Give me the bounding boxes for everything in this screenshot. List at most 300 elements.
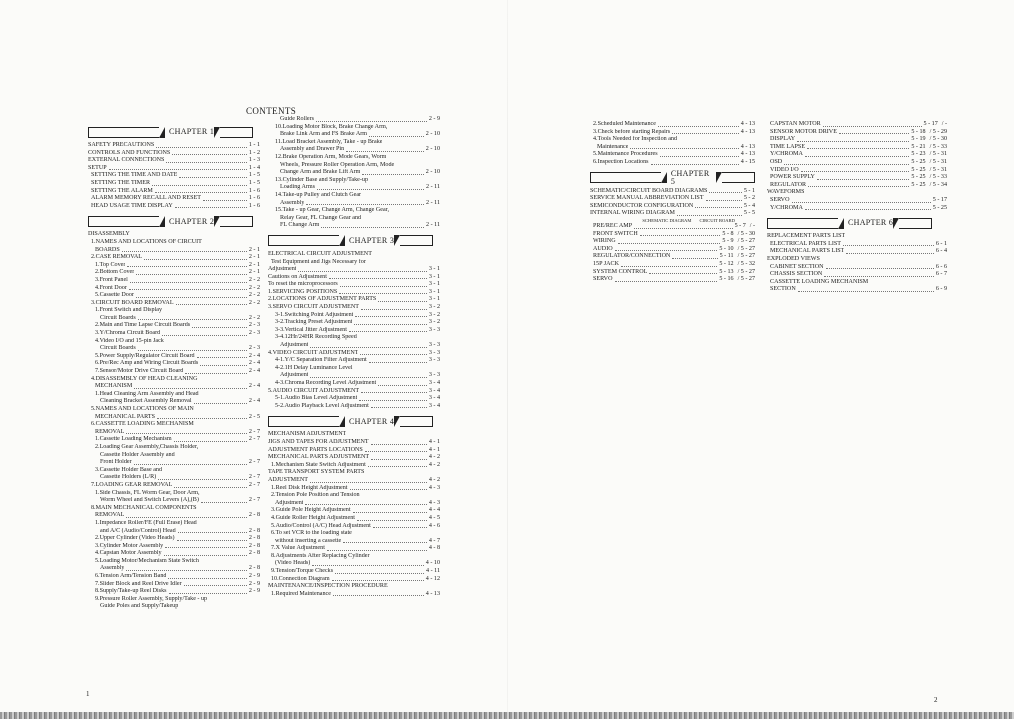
entry-title: 4.Guide Roller Height Adjustment	[271, 514, 355, 521]
entry-page-board: / 5 - 29	[929, 128, 947, 135]
entry-title: TAPE TRANSPORT SYSTEM PARTS	[268, 469, 365, 476]
dot-leader	[359, 400, 427, 401]
contents-entry	[88, 429, 260, 437]
contents-entry	[767, 271, 947, 279]
dot-leader	[317, 189, 424, 190]
contents-entry	[268, 447, 440, 455]
entry-title: WIRING	[593, 238, 616, 245]
dot-leader	[378, 301, 427, 302]
contents-entry	[268, 274, 440, 282]
contents-entry	[767, 264, 947, 272]
entry-title: 3.SERVO CIRCUIT ADJUSTMENT	[268, 304, 359, 311]
entry-page: 6 - 7	[935, 271, 947, 278]
entry-page: 3 - 1	[428, 273, 440, 280]
entry-page-schematic: 5 - 17	[923, 121, 938, 127]
entry-page: 4 - 2	[428, 454, 440, 461]
contents-entry	[88, 467, 260, 475]
contents-entry	[88, 565, 260, 573]
dot-leader	[378, 385, 427, 386]
entry-page-schematic: 5 - 18	[911, 128, 926, 135]
entry-page: 2 - 4	[248, 368, 260, 375]
dot-leader	[321, 227, 424, 228]
dot-leader	[826, 268, 934, 269]
entry-page-board: / 5 - 27	[737, 276, 755, 283]
dot-leader	[797, 141, 909, 142]
entry-page-schematic: 5 - 23	[911, 151, 926, 158]
contents-entry	[268, 200, 440, 208]
contents-entry	[88, 505, 260, 513]
contents-entry	[590, 144, 755, 152]
entry-page: 2 - 9	[428, 116, 440, 122]
entry-title: 5.NAMES AND LOCATIONS OF MAIN	[91, 406, 194, 412]
contents-entry	[268, 116, 440, 124]
entry-title: 4-1.Y/C Separation Filter Adjustment	[275, 357, 367, 364]
contents-entry	[88, 603, 260, 611]
contents-entry	[88, 254, 260, 262]
contents-entry	[268, 439, 440, 447]
dot-leader	[144, 259, 247, 260]
entry-page: 4 - 13	[425, 590, 440, 597]
entry-page: 3 - 3	[428, 357, 440, 364]
entry-page: 2 - 3	[248, 345, 260, 352]
entry-page: 3 - 3	[428, 342, 440, 349]
dot-leader	[298, 271, 426, 272]
contents-entry	[268, 492, 440, 500]
entry-page-schematic: 5 - 21	[911, 143, 926, 150]
entry-page: 6 - 6	[935, 263, 947, 270]
contents-entry	[767, 197, 947, 205]
entry-title: SETTING THE ALARM	[91, 187, 153, 194]
contents-entry	[268, 266, 440, 274]
dot-leader	[354, 324, 426, 325]
dot-leader	[621, 266, 717, 267]
entry-title: FL Change Arm	[280, 222, 320, 229]
entry-title: 5.AUDIO CIRCUIT ADJUSTMENT	[268, 387, 360, 394]
entry-page-board: / 5 - 27	[737, 238, 755, 245]
entry-page: 2 - 2	[248, 314, 260, 321]
entry-title: 3.Front Panel	[95, 276, 128, 283]
contents-entry	[767, 136, 947, 144]
entry-page: 4 - 15	[740, 158, 755, 165]
entry-title: 4.Tools Needed for Inspection and	[593, 136, 678, 143]
chapter-bracket-right	[400, 235, 433, 246]
contents-entry	[88, 231, 260, 239]
contents-entry	[767, 256, 947, 264]
chapter-bracket-right	[722, 172, 755, 183]
contents-entry	[268, 583, 440, 591]
entry-title: 3-4.12Hr/24HR Recording Speed	[275, 334, 357, 341]
dot-leader	[630, 148, 738, 149]
entry-title: 1.Head Cleaning Arm Assembly and Head	[95, 390, 199, 397]
entry-page-board: / 5 - 30	[929, 136, 947, 143]
dot-leader	[843, 245, 934, 246]
entry-title: CAPSTAN MOTOR	[770, 121, 821, 127]
entry-title: 1.Side Chassis, FL Worm Gear, Door Arm,	[95, 489, 200, 496]
dot-leader	[310, 347, 426, 348]
contents-entry	[268, 372, 440, 380]
entry-title: HEAD USAGE TIME DISPLAY	[91, 202, 173, 209]
contents-entry	[268, 207, 440, 215]
contents-entry	[88, 482, 260, 490]
entry-page: 3 - 4	[428, 380, 440, 386]
entry-page: 2 - 8	[248, 542, 260, 549]
dot-leader	[310, 377, 426, 378]
contents-entry	[268, 154, 440, 162]
entry-title: 1.Required Maintenance	[271, 590, 331, 597]
entry-page: 3 - 3	[428, 326, 440, 333]
entry-page-board: / 5 - 31	[929, 158, 947, 165]
contents-entry	[88, 459, 260, 467]
dot-leader	[310, 482, 427, 483]
contents-entry	[88, 543, 260, 551]
contents-entry	[767, 286, 947, 294]
entry-page: 1 - 6	[248, 187, 260, 194]
chapter-heading	[268, 415, 440, 427]
contents-entry	[590, 203, 755, 211]
entry-title: 1.Cassette Loading Mechanism	[95, 436, 172, 443]
dot-leader	[817, 179, 909, 180]
entry-title: MECHANISM	[95, 383, 133, 390]
contents-entry	[767, 151, 947, 159]
chapter-bracket-left	[767, 218, 838, 229]
entry-page: 2 - 7	[248, 459, 260, 466]
dot-leader	[362, 174, 423, 175]
dot-leader	[371, 444, 427, 445]
entry-title: Adjustment	[280, 342, 309, 349]
contents-entry	[88, 338, 260, 346]
contents-entry	[88, 269, 260, 277]
contents-entry	[268, 477, 440, 485]
dot-leader	[798, 291, 934, 292]
entry-title: 3.Cassette Holder Base and	[95, 466, 163, 473]
contents-entry	[268, 395, 440, 403]
entry-page: 3 - 1	[428, 266, 440, 273]
contents-entry	[590, 253, 755, 261]
entry-title: Circuit Boards	[100, 345, 136, 352]
entry-title: Cautions on Adjustment	[268, 273, 327, 280]
dot-leader	[174, 487, 247, 488]
chapter-heading	[590, 168, 755, 186]
entry-title: Y/CHROMA	[770, 151, 803, 158]
entry-title: 7.X Value Adjustment	[271, 545, 325, 552]
entry-title: 15.Take - up Gear, Change Arm, Change Gear,	[275, 207, 389, 214]
chapter-bracket-right	[400, 416, 433, 427]
dot-leader	[185, 373, 246, 374]
entry-page: 4 - 4	[428, 507, 440, 514]
contents-entry	[268, 124, 440, 132]
entry-page: 2 - 10	[425, 131, 440, 138]
dot-leader	[357, 520, 427, 521]
chapter-label: CHAPTER 4	[349, 416, 395, 426]
chapter-label: CHAPTER 2	[169, 216, 215, 226]
contents-entry	[88, 391, 260, 399]
entry-page: 3 - 1	[428, 296, 440, 303]
contents-entry	[88, 550, 260, 558]
contents-entry	[268, 192, 440, 200]
contents-entry	[767, 205, 947, 213]
entry-title: 5.Power Supply/Regulator Circuit Board	[95, 352, 195, 359]
dot-leader	[651, 164, 739, 165]
dot-leader	[805, 209, 931, 210]
contents-entry	[88, 150, 260, 158]
dot-leader	[136, 274, 247, 275]
entry-page-board: / 5 - 27	[737, 245, 755, 252]
entry-title: INTERNAL WIRING DIAGRAM	[590, 210, 675, 217]
entry-title: CABINET SECTION	[770, 263, 824, 270]
entry-page-board: / 5 - 33	[929, 174, 947, 181]
entry-title: REPLACEMENT PARTS LIST	[767, 233, 846, 240]
entry-page: 6 - 9	[935, 286, 947, 293]
entry-page: 2 - 7	[248, 497, 260, 504]
contents-entry	[268, 131, 440, 139]
dot-leader	[361, 309, 427, 310]
entry-page: 2 - 4	[248, 398, 260, 405]
contents-entry	[268, 296, 440, 304]
entry-title: 2.Bottom Cover	[95, 269, 135, 276]
dot-leader	[122, 251, 247, 252]
dot-leader	[801, 171, 910, 172]
entry-page: 4 - 13	[740, 128, 755, 135]
dot-leader	[660, 156, 739, 157]
contents-entry	[268, 515, 440, 523]
entry-page-board: / 5 - 34	[929, 181, 947, 188]
dot-leader	[365, 451, 427, 452]
contents-entry	[88, 581, 260, 589]
entry-title: Maintenance	[597, 143, 629, 150]
entry-title: Circuit Boards	[100, 314, 136, 321]
dot-leader	[709, 192, 741, 193]
entry-title: 5.Maintenance Procedures	[593, 151, 658, 158]
entry-page-schematic: 5 - 7	[734, 222, 746, 229]
entry-title: 1.Front Switch and Display	[95, 307, 163, 314]
contents-entry	[767, 144, 947, 152]
dot-leader	[129, 289, 247, 290]
entry-title: SECTION	[770, 286, 796, 293]
contents-entry	[88, 292, 260, 300]
contents-entry	[268, 507, 440, 515]
dot-leader	[369, 136, 424, 137]
entry-title: 5-2.Audio Playback Level Adjustment	[275, 402, 369, 409]
entry-page: 6 - 1	[935, 240, 947, 247]
entry-page: 5 - 1	[743, 187, 755, 194]
entry-page: 5 - 17	[932, 196, 947, 203]
dot-leader	[677, 215, 742, 216]
chapter-bracket-right	[220, 216, 253, 227]
entry-title: BOARDS	[95, 246, 120, 253]
contents-entry	[88, 383, 260, 391]
contents-entry	[268, 553, 440, 561]
dot-leader	[164, 555, 247, 556]
entry-page-schematic: 5 - 25	[911, 181, 926, 188]
entry-title: 4.Video I/O and 15-pin Jack	[95, 337, 164, 344]
dot-leader	[839, 133, 909, 134]
dot-leader	[805, 156, 910, 157]
page-number-left: 1	[86, 690, 90, 698]
entry-page: 2 - 4	[248, 383, 260, 390]
dot-leader	[155, 192, 247, 193]
entry-title: FRONT SWITCH	[593, 230, 638, 237]
entry-title: 5.Loading Motor/Mechanism State Switch	[95, 557, 199, 564]
entry-page: 3 - 2	[428, 319, 440, 326]
contents-entry	[268, 357, 440, 365]
entry-page-board: / 5 - 31	[929, 166, 947, 173]
chapter-bracket-left	[590, 172, 661, 183]
entry-title: Test Equipment and Jigs Necessary for	[271, 258, 366, 265]
contents-entry	[88, 558, 260, 566]
contents-entry	[88, 573, 260, 581]
contents-column-1	[88, 121, 260, 611]
entry-page: 3 - 4	[428, 395, 440, 402]
entry-page-schematic: 5 - 8	[722, 230, 734, 237]
entry-title: 7.Slider Block and Reel Drive Idler	[95, 580, 182, 587]
entry-page: 2 - 11	[426, 184, 440, 191]
contents-entry	[268, 304, 440, 312]
page-fold	[507, 0, 508, 719]
contents-entry	[268, 319, 440, 327]
contents-entry	[88, 203, 260, 211]
contents-entry	[268, 538, 440, 546]
dot-leader	[343, 542, 427, 543]
entry-page: 1 - 6	[248, 195, 260, 202]
entry-page: 4 - 2	[428, 476, 440, 483]
entry-title: Cassette Holders (L/R)	[100, 474, 157, 481]
entry-title: 6.Inspection Locations	[593, 158, 649, 165]
contents-entry	[88, 421, 260, 429]
dot-leader	[346, 151, 424, 152]
entry-page: 2 - 1	[248, 246, 260, 253]
dot-leader	[197, 357, 247, 358]
contents-entry	[767, 167, 947, 175]
entry-page-schematic: 5 - 13	[719, 268, 734, 275]
contents-entry	[268, 259, 440, 267]
contents-entry	[88, 277, 260, 285]
contents-entry	[268, 184, 440, 192]
page-number-right: 2	[934, 696, 938, 704]
entry-title: 3-3.Vertical Jitter Adjustment	[275, 326, 347, 333]
entry-page: 3 - 3	[428, 349, 440, 356]
subheader-schematic: SCHEMATIC DIAGRAM	[642, 217, 692, 223]
subheader-board: CIRCUIT BOARD	[699, 217, 735, 223]
dot-leader	[312, 565, 423, 566]
dot-leader	[177, 540, 247, 541]
entry-title: Relay Gear, FL Change Gear and	[280, 214, 362, 221]
entry-page: 5 - 4	[743, 202, 755, 209]
entry-title: To reset the microprocessors	[268, 281, 338, 288]
entry-title: 1.Impedance Roller/FE (Full Erase) Head	[95, 519, 197, 526]
entry-title: 4-2.1H Delay Luminance Level	[275, 364, 353, 371]
contents-entry	[88, 247, 260, 255]
dot-leader	[305, 504, 426, 505]
contents-entry	[590, 269, 755, 277]
contents-entry	[88, 322, 260, 330]
entry-page: 2 - 1	[248, 254, 260, 261]
entry-title: Assembly	[100, 565, 125, 572]
entry-page: 4 - 2	[428, 461, 440, 468]
contents-entry	[767, 159, 947, 167]
entry-title: 3-1.Switching Point Adjustment	[275, 311, 354, 318]
entry-page: 2 - 10	[425, 169, 440, 176]
dot-leader	[371, 459, 427, 460]
entry-page-schematic: 5 - 25	[911, 158, 926, 165]
entry-page: 1 - 6	[248, 202, 260, 209]
contents-entry	[268, 169, 440, 177]
chapter-label: CHAPTER 5	[670, 168, 710, 186]
entry-page: 1 - 5	[248, 172, 260, 179]
contents-entry	[767, 174, 947, 182]
dot-leader	[200, 365, 247, 366]
contents-entry	[88, 285, 260, 293]
dot-leader	[360, 354, 426, 355]
contents-entry	[268, 350, 440, 358]
dot-leader	[784, 164, 909, 165]
chapter-bracket-left	[268, 235, 339, 246]
contents-entry	[268, 380, 440, 388]
entry-title: 3-2.Tracking Preset Adjustment	[275, 319, 353, 326]
contents-entry	[268, 215, 440, 223]
entry-page: 2 - 1	[248, 269, 260, 276]
dot-leader	[369, 362, 427, 363]
entry-page: 5 - 25	[932, 204, 947, 211]
entry-title: Y/CHROMA	[770, 204, 803, 211]
dot-leader	[371, 407, 427, 408]
entry-page: 3 - 3	[428, 372, 440, 379]
entry-title: POWER SUPPLY	[770, 174, 815, 181]
contents-entry	[88, 452, 260, 460]
entry-title: CONTROLS AND FUNCTIONS	[88, 149, 171, 156]
entry-title: SEMICONDUCTOR CONFIGURATION	[590, 202, 694, 209]
contents-entry	[268, 162, 440, 170]
entry-title: Cleaning Bracket Assembly Removal	[100, 398, 192, 405]
dot-leader	[695, 207, 742, 208]
dot-leader	[368, 466, 427, 467]
entry-page-schematic: 5 - 16	[719, 276, 734, 283]
entry-page: 3 - 2	[428, 311, 440, 318]
contents-entry	[590, 136, 755, 144]
contents-entry	[88, 535, 260, 543]
chapter-bracket-right	[220, 127, 253, 138]
entry-title: Adjustment	[280, 372, 309, 379]
entry-title: PRE/REC AMP	[593, 222, 633, 229]
contents-entry	[590, 261, 755, 269]
dot-leader	[134, 464, 247, 465]
entry-title: MAINTENANCE/INSPECTION PROCEDURE	[268, 583, 388, 590]
contents-entry	[590, 195, 755, 203]
entry-page: 2 - 2	[248, 292, 260, 299]
entry-page-board: / 5 - 31	[929, 151, 947, 158]
contents-entry	[590, 238, 755, 246]
dot-leader	[306, 204, 424, 205]
contents-entry	[88, 512, 260, 520]
contents-entry	[767, 182, 947, 190]
entry-title: 4.Front Door	[95, 284, 127, 291]
contents-entry	[767, 129, 947, 137]
entry-page: 5 - 2	[743, 195, 755, 202]
chapter-heading	[88, 215, 260, 227]
dot-leader	[349, 331, 427, 332]
contents-entry	[590, 188, 755, 196]
entry-page: 2 - 5	[248, 413, 260, 420]
contents-entry	[268, 312, 440, 320]
contents-entry	[590, 151, 755, 159]
entry-page: 4 - 13	[740, 151, 755, 158]
dot-leader	[192, 327, 247, 328]
entry-page-schematic: 5 - 25	[911, 166, 926, 173]
contents-entry	[88, 345, 260, 353]
entry-page: 2 - 8	[248, 550, 260, 557]
entry-title: 1.NAMES AND LOCATIONS OF CIRCUIT	[91, 238, 202, 245]
entry-title: ELECTRICAL PARTS LIST	[770, 240, 841, 247]
dot-leader	[807, 148, 909, 149]
